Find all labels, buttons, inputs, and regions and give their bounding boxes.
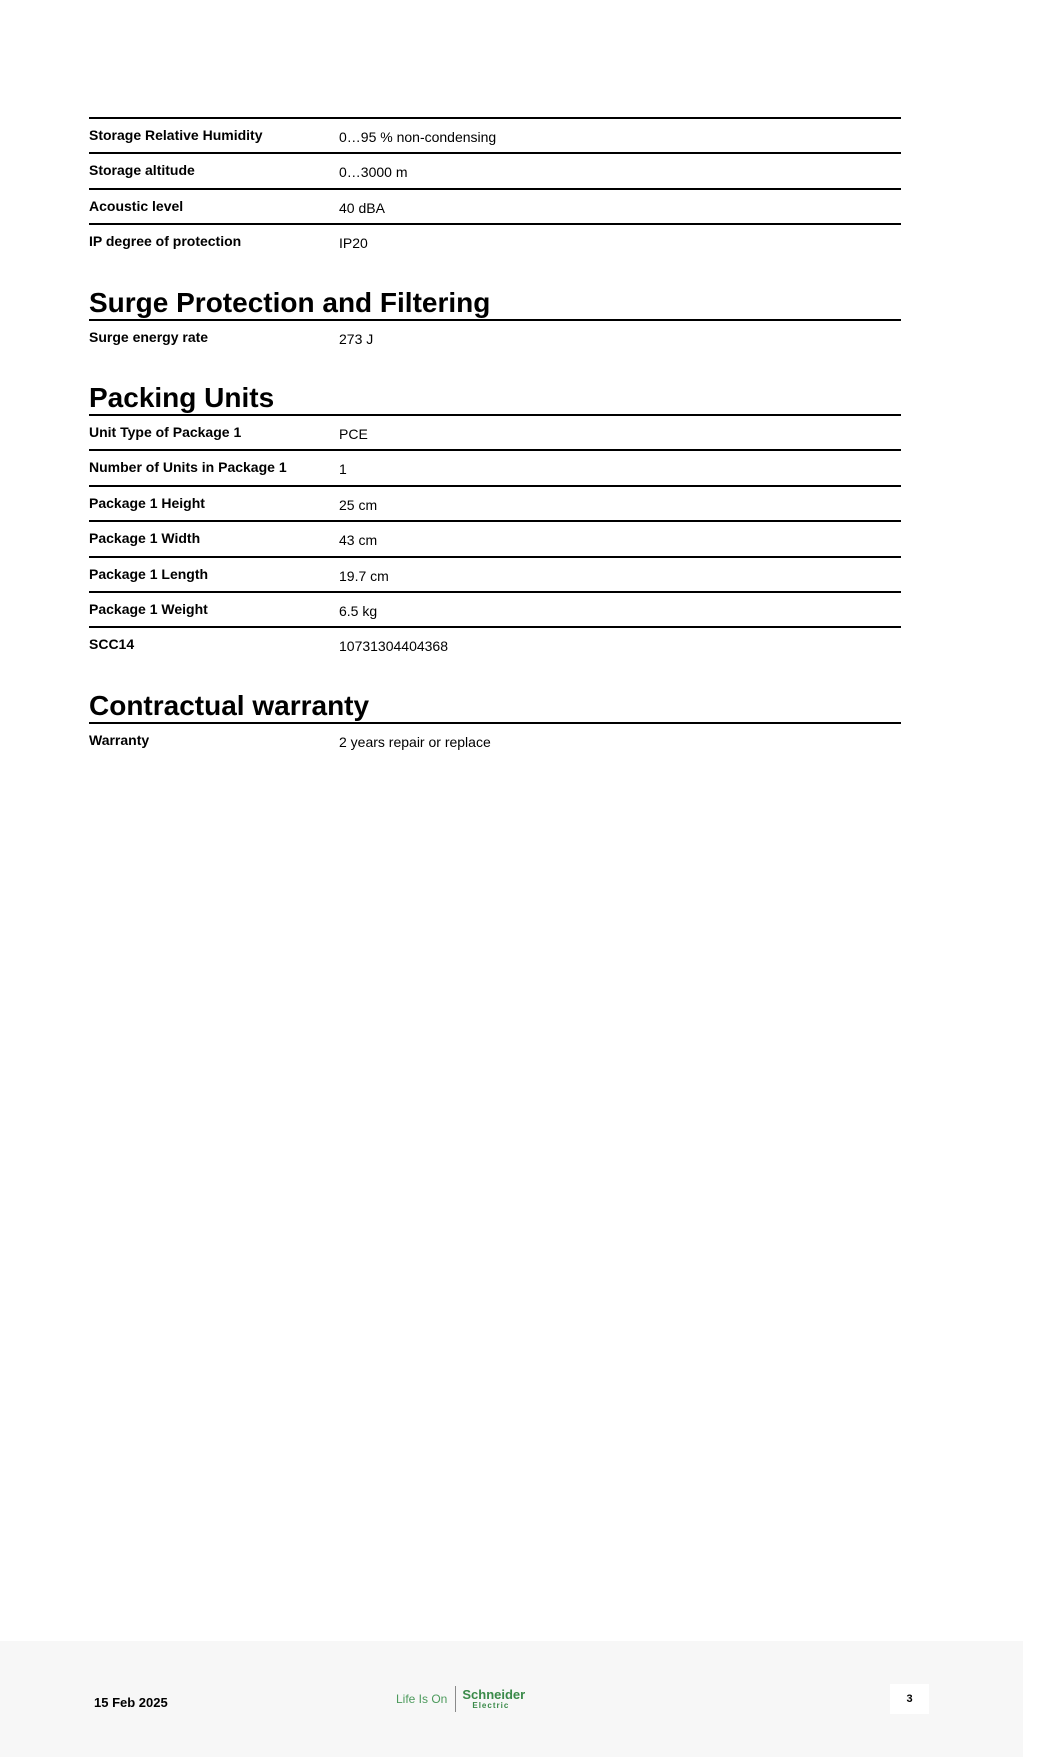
page-footer bbox=[0, 1641, 1023, 1757]
spec-label: Package 1 Length bbox=[89, 565, 209, 582]
section-title-surge: Surge Protection and Filtering bbox=[89, 286, 491, 318]
logo-tagline: Life Is On bbox=[396, 1692, 448, 1706]
spec-row-storage-altitude bbox=[89, 152, 901, 187]
spec-row-number-units bbox=[89, 449, 901, 484]
spec-value: 43 cm bbox=[339, 532, 378, 549]
spec-value: 25 cm bbox=[339, 496, 378, 513]
spec-label: Package 1 Height bbox=[89, 494, 205, 511]
spec-value: 19.7 cm bbox=[339, 567, 389, 584]
spec-row-scc14 bbox=[89, 626, 901, 661]
spec-label: IP degree of protection bbox=[89, 233, 242, 250]
spec-row-package-length bbox=[89, 556, 901, 591]
spec-value: 273 J bbox=[339, 330, 374, 347]
spec-label: Acoustic level bbox=[89, 197, 184, 214]
logo-brand bbox=[462, 1688, 525, 1711]
spec-value: 1 bbox=[339, 461, 347, 478]
spec-value: PCE bbox=[339, 425, 368, 442]
section-title-packing: Packing Units bbox=[89, 381, 275, 413]
spec-value: 0…3000 m bbox=[339, 164, 408, 181]
spec-value: IP20 bbox=[339, 235, 368, 252]
spec-value: 10731304404368 bbox=[339, 638, 449, 655]
footer-date: 15 Feb 2025 bbox=[94, 1695, 168, 1710]
spec-row-unit-type bbox=[89, 414, 901, 449]
section-title-warranty: Contractual warranty bbox=[89, 689, 370, 721]
spec-row-ip-protection bbox=[89, 223, 901, 258]
spec-row-package-width bbox=[89, 520, 901, 555]
page-number: 3 bbox=[890, 1684, 929, 1714]
spec-value: 2 years repair or replace bbox=[339, 733, 491, 750]
spec-label: Storage altitude bbox=[89, 162, 195, 179]
logo-divider bbox=[455, 1686, 456, 1712]
spec-label: Unit Type of Package 1 bbox=[89, 423, 242, 440]
spec-label: Package 1 Weight bbox=[89, 600, 208, 617]
spec-label: Warranty bbox=[89, 731, 150, 748]
spec-row-surge-energy bbox=[89, 319, 901, 354]
spec-label: Surge energy rate bbox=[89, 328, 209, 345]
spec-value: 6.5 kg bbox=[339, 602, 378, 619]
spec-label: Number of Units in Package 1 bbox=[89, 459, 287, 476]
spec-row-warranty bbox=[89, 722, 901, 757]
spec-value: 40 dBA bbox=[339, 199, 385, 216]
spec-row-acoustic-level bbox=[89, 188, 901, 223]
schneider-electric-logo bbox=[396, 1685, 525, 1713]
spec-label: Storage Relative Humidity bbox=[89, 127, 263, 143]
spec-row-package-weight bbox=[89, 591, 901, 626]
spec-row-package-height bbox=[89, 485, 901, 520]
logo-brand-name: Schneider bbox=[462, 1686, 526, 1702]
spec-row-storage-humidity bbox=[89, 117, 901, 152]
logo-brand-sub: Electric bbox=[472, 1700, 510, 1710]
datasheet-content bbox=[89, 117, 901, 757]
spec-label: Package 1 Width bbox=[89, 530, 201, 547]
spec-label: SCC14 bbox=[89, 636, 135, 653]
spec-value: 0…95 % non-condensing bbox=[339, 129, 497, 145]
